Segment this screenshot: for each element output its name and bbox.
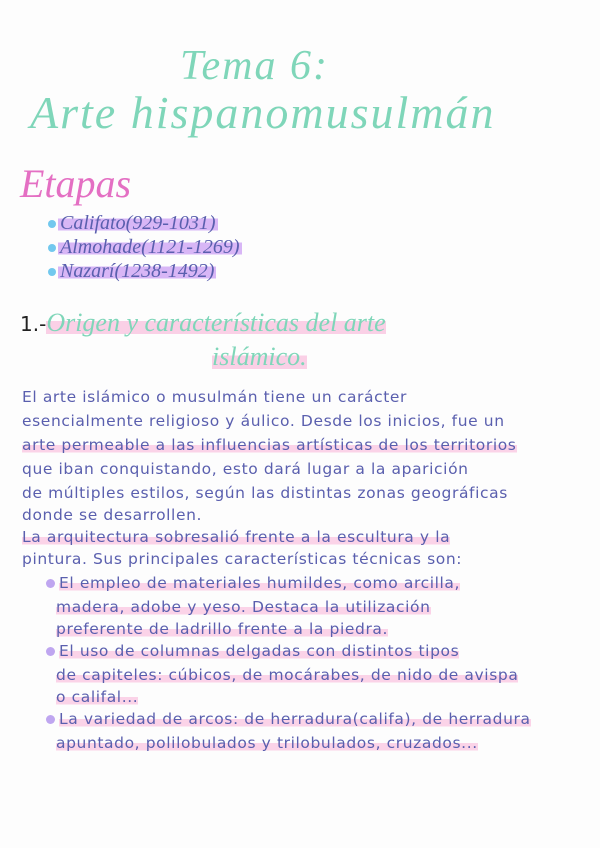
text-line: preferente de ladrillo frente a la piedra. [56, 620, 389, 638]
purple-bullet-icon [46, 579, 55, 588]
blue-bullet-icon [48, 268, 56, 276]
section-title: Origen y características del arte [46, 308, 386, 337]
stage-item: Nazarí(1238-1492) [48, 260, 216, 283]
stage-item: Califato(929-1031) [48, 212, 218, 235]
section-title-cont: islámico. [212, 342, 307, 371]
stage-item: Almohade(1121-1269) [48, 236, 242, 259]
bullet-item: El uso de columnas delgadas con distintos tipos [46, 642, 459, 660]
bullet-item: El empleo de materiales humildes, como arcilla, [46, 574, 460, 592]
text-line: donde se desarrollen. [22, 506, 203, 524]
section-heading [20, 308, 386, 338]
section-number: 1.- [20, 312, 47, 336]
text-line: o califal... [56, 688, 139, 706]
bullet-item: La variedad de arcos: de herradura(califa), de herradura [46, 710, 531, 728]
text-line: madera, adobe y yeso. Destaca la utilización [56, 598, 431, 616]
purple-bullet-icon [46, 647, 55, 656]
text-line: La arquitectura sobresalió frente a la escultura y la [22, 528, 451, 546]
blue-bullet-icon [48, 220, 56, 228]
blue-bullet-icon [48, 244, 56, 252]
text-line: El arte islámico o musulmán tiene un carácter [22, 388, 408, 406]
text-line: esencialmente religioso y áulico. Desde los inicios, fue un [22, 412, 505, 430]
purple-bullet-icon [46, 715, 55, 724]
text-line: apuntado, polilobulados y trilobulados, cruzados... [56, 734, 478, 752]
text-line: de capiteles: cúbicos, de mocárabes, de nido de avispa [56, 666, 519, 684]
text-line: de múltiples estilos, según las distintas zonas geográficas [22, 484, 508, 502]
text-line: pintura. Sus principales características técnicas son: [22, 550, 463, 568]
text-line: que iban conquistando, esto dará lugar a la aparición [22, 460, 469, 478]
text-line: arte permeable a las influencias artísticas de los territorios [22, 436, 517, 454]
title-line-1: Tema 6: [180, 43, 329, 89]
title-line-2: Arte hispanomusulmán [30, 87, 496, 138]
stages-heading: Etapas [20, 161, 132, 206]
